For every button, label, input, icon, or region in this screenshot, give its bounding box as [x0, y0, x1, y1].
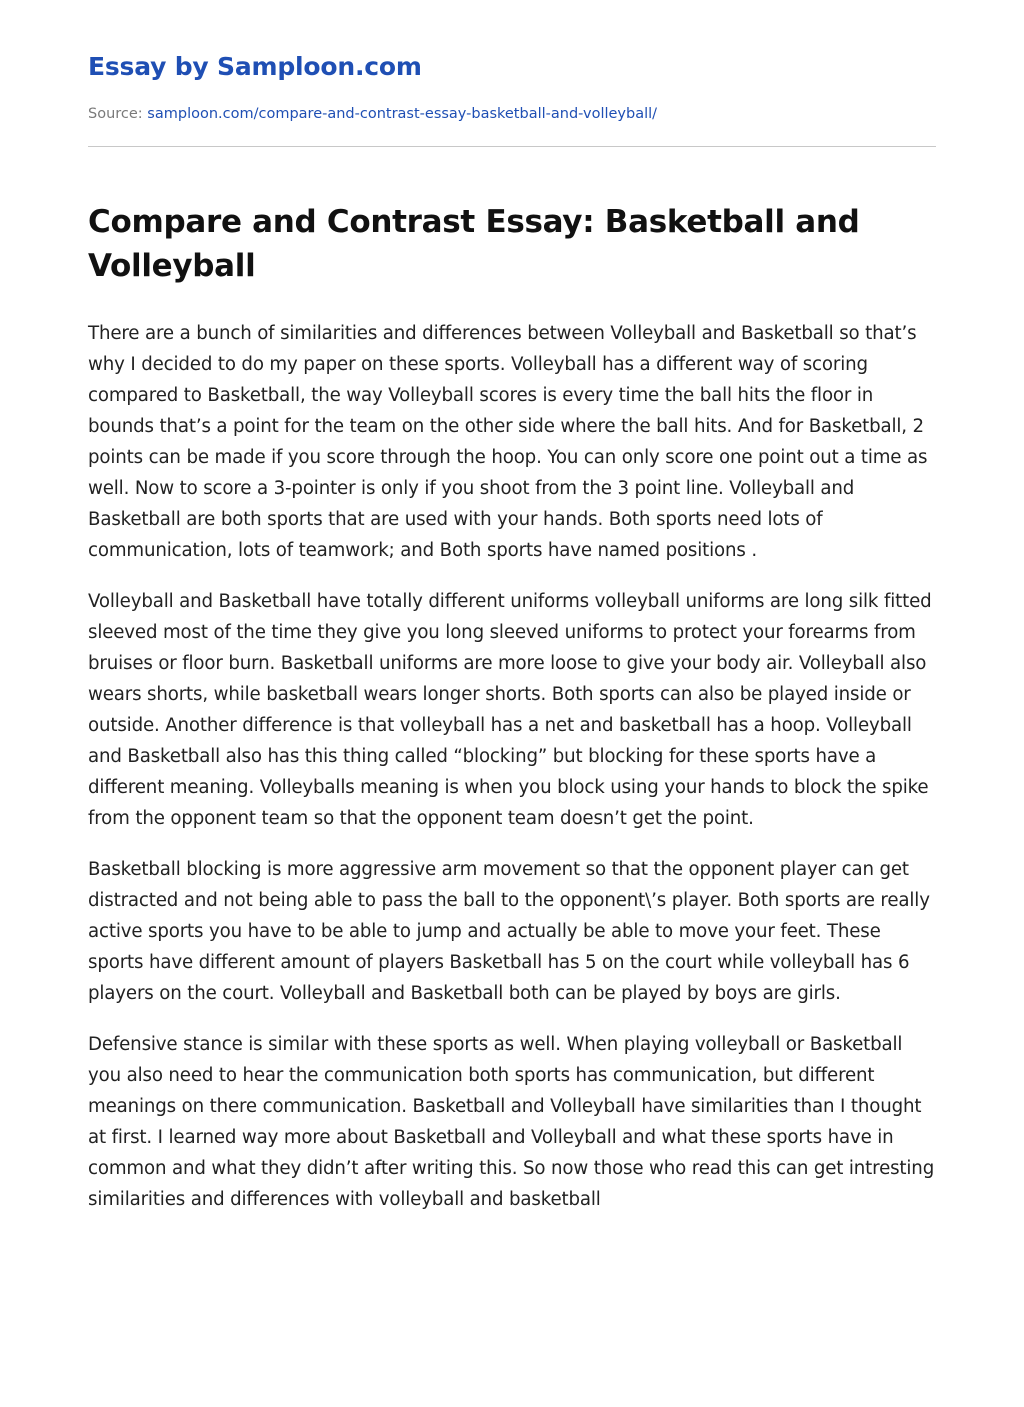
essay-paragraph: Basketball blocking is more aggressive arm movement so that the opponent player can get distracted and not being able to pass the ball to the opponent\’s player. Both sports are really active sports you have to be able to jump and actually be able to move your feet. These sports have different amount of players Basketball has 5 on the court while volleyball has 6 players on the court. Volleyball and Basketball both can be played by boys are girls.	[88, 859, 930, 1004]
header-divider	[88, 146, 936, 147]
essay-title: Compare and Contrast Essay: Basketball and Volleyball	[88, 204, 860, 284]
essay-paragraph: Volleyball and Basketball have totally different uniforms volleyball uniforms are long silk fitted sleeved most of the time they give you long sleeved uniforms to protect your forearms from bruises or floor burn. Basketball uniforms are more loose to give your body air. Volleyball also wears shorts, while basketball wears longer shorts. Both sports can also be played inside or outside. Another difference is that volleyball has a net and basketball has a hoop. Volleyball and Basketball also has this thing called “blocking” but blocking for these sports have a different meaning. Volleyballs meaning is when you block using your hands to block the spike from the opponent team so that the opponent team doesn’t get the point.	[88, 591, 932, 829]
essay-body	[88, 318, 936, 1235]
essay-paragraph: Defensive stance is similar with these sports as well. When playing volleyball or Basketball you also need to hear the communication both sports has communication, but different meanings on there communication. Basketball and Volleyball have similarities than I thought at first. I learned way more about Basketball and Volleyball and what these sports have in common and what they didn’t after writing this. So now those who read this can get intresting similarities and differences with volleyball and basketball	[88, 1034, 935, 1210]
site-brand[interactable]: Essay by Samploon.com	[88, 52, 422, 81]
source-link[interactable]: samploon.com/compare-and-contrast-essay-basketball-and-volleyball/	[147, 106, 658, 122]
essay-paragraph: There are a bunch of similarities and differences between Volleyball and Basketball so that’s why I decided to do my paper on these sports. Volleyball has a different way of scoring compared to Basketball, the way Volleyball scores is every time the ball hits the floor in bounds that’s a point for the team on the other side where the ball hits. And for Basketball, 2 points can be made if you score through the hoop. You can only score one point out a time as well. Now to score a 3-pointer is only if you shoot from the 3 point line. Volleyball and Basketball are both sports that are used with your hands. Both sports need lots of communication, lots of teamwork; and Both sports have named positions .	[88, 323, 928, 561]
source-line	[88, 106, 657, 122]
source-label: Source:	[88, 106, 143, 122]
